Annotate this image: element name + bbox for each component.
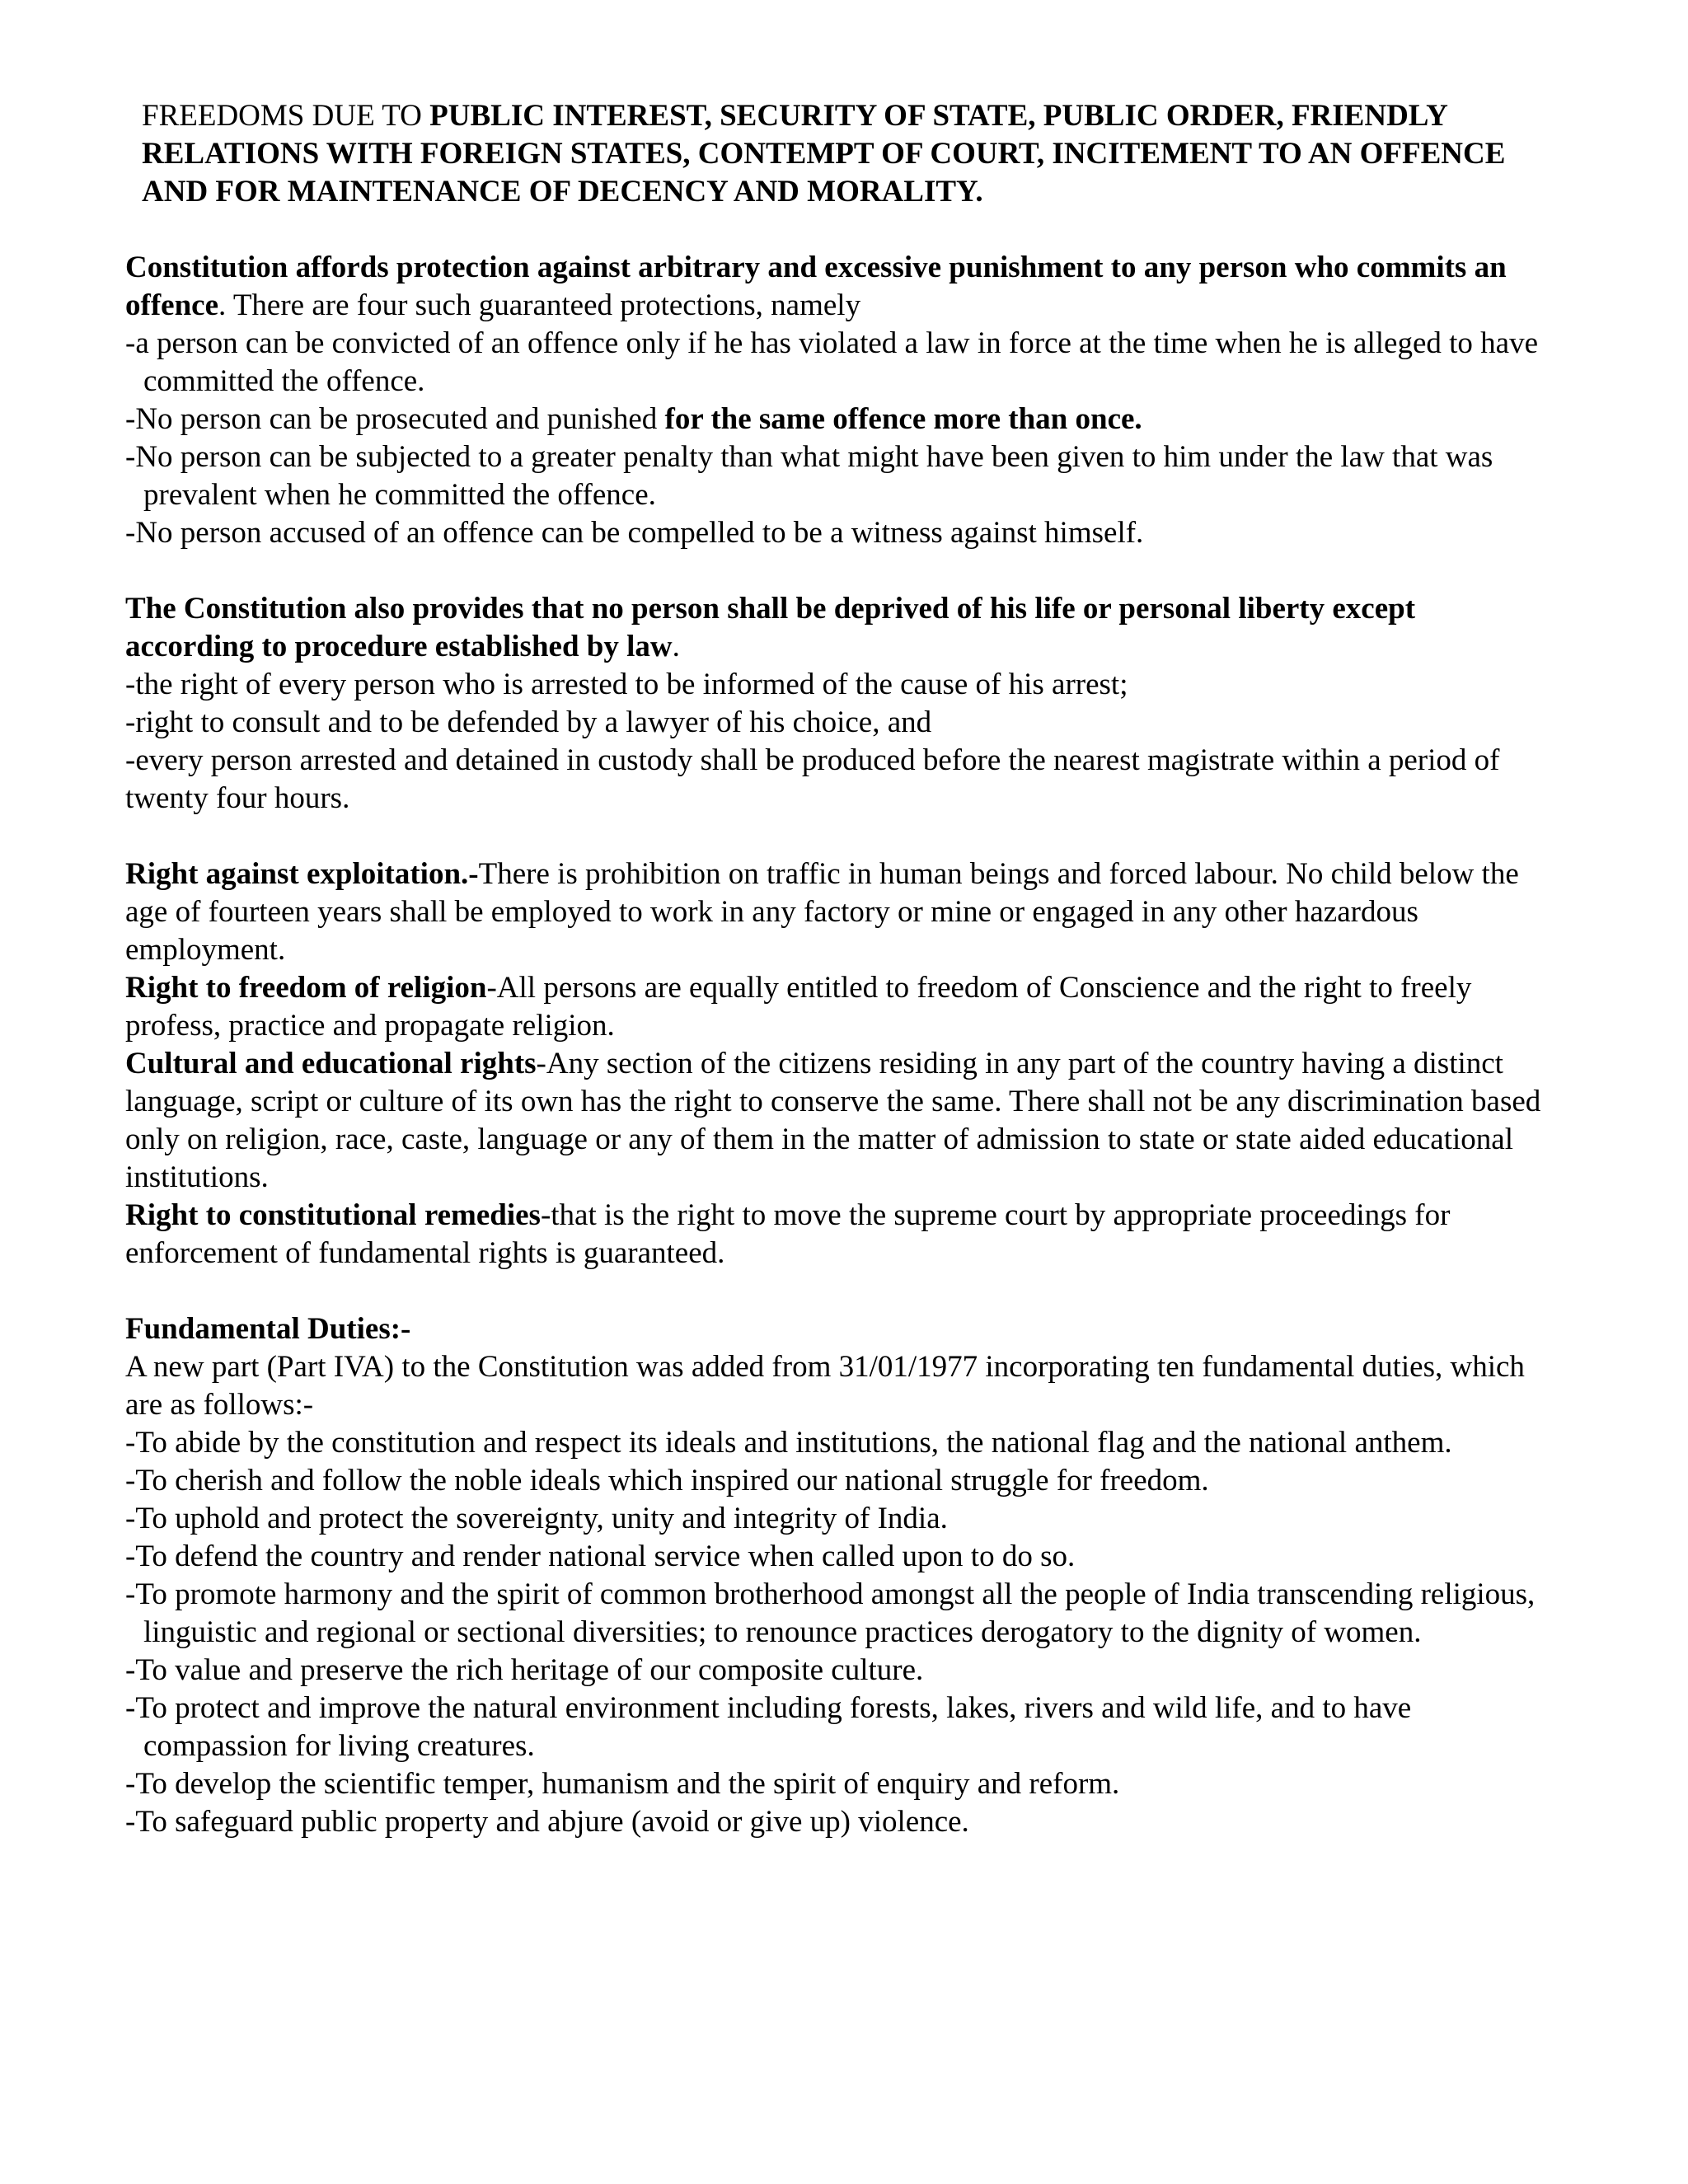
duty-item: -To abide by the constitution and respect its ideals and institutions, the national flag and the national anthem. [125, 1426, 1452, 1460]
section-spacer [125, 818, 1543, 855]
liberty-item: -right to consult and to be defended by a lawyer of his choice, and [125, 705, 932, 739]
intro-prefix: FREEDOMS DUE TO [142, 99, 430, 133]
cultural-and-educational-rights [125, 1045, 1543, 1197]
liberty-heading-bold: The Constitution also provides that no person shall be deprived of his life or personal liberty except according to procedure established by law [125, 592, 1416, 663]
freedoms-restrictions-paragraph [125, 97, 1543, 211]
protection-heading [125, 249, 1543, 325]
right-title: Right to freedom of religion [125, 971, 487, 1005]
duty-item: -To cherish and follow the noble ideals which inspired our national struggle for freedom. [125, 1464, 1209, 1497]
duties-intro: A new part (Part IVA) to the Constitution was added from 31/01/1977 incorporating ten fundamental duties, which are as follows:- [125, 1350, 1525, 1422]
right-title: Right to constitutional remedies [125, 1198, 541, 1232]
intro-restrictions-list: , SECURITY OF STATE, PUBLIC ORDER, FRIENDLY RELATIONS WITH FOREIGN STATES, CONTEMPT OF COURT, INCITEMENT TO AN OFFENCE AND FOR MAINTENANCE OF DECENCY AND MORALITY. [142, 99, 1506, 209]
double-jeopardy-prefix: -No person can be prosecuted and punished [125, 402, 665, 436]
protection-item-greater-penalty: -No person can be subjected to a greater penalty than what might have been given to him under the law that was prevalent when he committed the offence. [125, 440, 1493, 512]
duty-item: -To defend the country and render national service when called upon to do so. [125, 1540, 1076, 1573]
duty-item: -To value and preserve the rich heritage of our composite culture. [125, 1653, 924, 1687]
duty-item: -To protect and improve the natural environment including forests, lakes, rivers and wild life, and to have compassion for living creatures. [125, 1691, 1412, 1763]
liberty-item: -the right of every person who is arrested to be informed of the cause of his arrest; [125, 668, 1128, 701]
right-against-exploitation [125, 855, 1543, 969]
duty-item: -To safeguard public property and abjure (avoid or give up) violence. [125, 1805, 969, 1839]
protection-item-self-incrimination: -No person accused of an offence can be compelled to be a witness against himself. [125, 516, 1144, 550]
right-text: -Any section of the citizens residing in any part of the country having a distinct language, script or culture of its own has the right to conserve the same. There shall not be any discrimination based only on religion, race, caste, language or any of them in the matter of admission to state or state aided educational institutions. [125, 1047, 1541, 1194]
right-text: There is prohibition on traffic in human beings and forced labour. No child below the age of fourteen years shall be employed to work in any factory or mine or engaged in any other hazardous employment. [125, 857, 1519, 967]
right-title: Right against exploitation.- [125, 857, 479, 891]
right-to-freedom-of-religion [125, 969, 1543, 1045]
duties-heading-text: Fundamental Duties:- [125, 1312, 411, 1346]
intro-public-interest: PUBLIC INTEREST [429, 99, 705, 133]
protection-heading-rest: . There are four such guaranteed protections, namely [218, 288, 861, 322]
duty-item: -To develop the scientific temper, humanism and the spirit of enquiry and reform. [125, 1767, 1120, 1801]
protection-item-double-jeopardy [125, 401, 1543, 438]
duty-item: -To promote harmony and the spirit of common brotherhood amongst all the people of India transcending religious, linguistic and regional or sectional diversities; to renounce practices derogatory to the dignity of women. [125, 1577, 1536, 1649]
double-jeopardy-bold: for the same offence more than once. [664, 402, 1142, 436]
duty-item: -To uphold and protect the sovereignty, unity and integrity of India. [125, 1502, 948, 1535]
protection-item-ex-post-facto: -a person can be convicted of an offence only if he has violated a law in force at the time when he is alleged to have committed the offence. [125, 326, 1538, 398]
right-text: -All persons are equally entitled to freedom of Conscience and the right to freely profess, practice and propagate religion. [125, 971, 1472, 1043]
protection-heading-bold: Constitution affords protection against arbitrary and excessive punishment to any person who commits an offence [125, 251, 1507, 322]
duties-heading [125, 1310, 1543, 1348]
right-text: -that is the right to move the supreme court by appropriate proceedings for enforcement of fundamental rights is guaranteed. [125, 1198, 1451, 1270]
section-spacer [125, 552, 1543, 590]
liberty-heading-rest: . [672, 630, 680, 663]
right-to-constitutional-remedies [125, 1197, 1543, 1272]
document-body [125, 97, 1543, 1841]
liberty-item: -every person arrested and detained in custody shall be produced before the nearest magistrate within a period of twenty four hours. [125, 743, 1500, 815]
right-title: Cultural and educational rights [125, 1047, 537, 1080]
liberty-heading [125, 590, 1543, 666]
section-spacer [125, 1272, 1543, 1310]
